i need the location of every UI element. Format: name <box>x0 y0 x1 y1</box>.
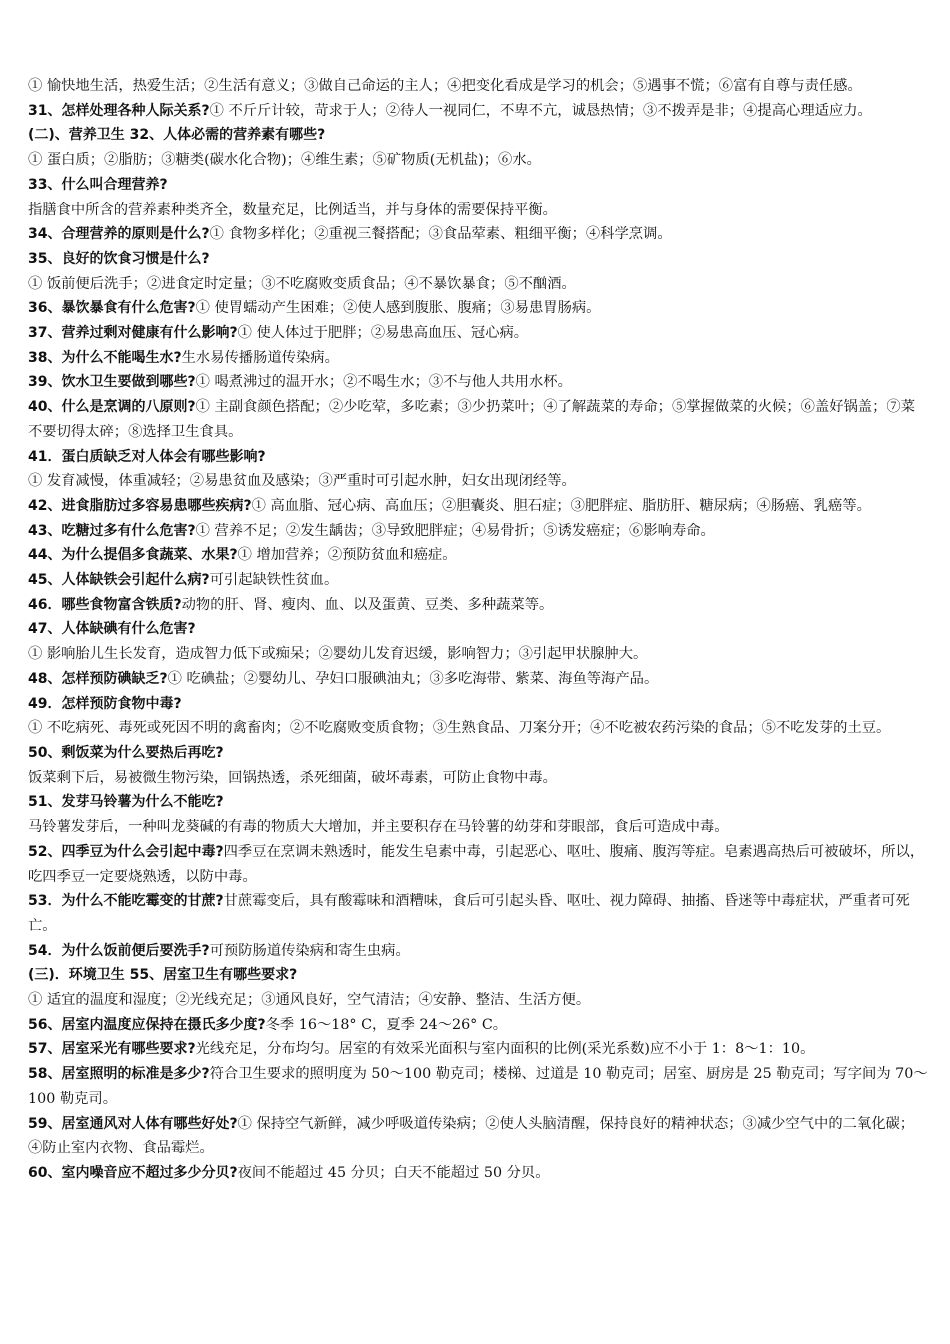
qa-item <box>28 272 928 297</box>
qa-item <box>28 469 928 494</box>
answer-text: 冬季 16～18° C，夏季 24～26° C。 <box>265 1016 508 1033</box>
qa-item <box>28 840 928 889</box>
qa-item <box>28 939 928 964</box>
question-text: 51、发芽马铃薯为什么不能吃? <box>28 794 224 811</box>
answer-text: ① 适宜的温度和湿度；②光线充足；③通风良好，空气清洁；④安静、整洁、生活方便。 <box>28 992 591 1009</box>
qa-item <box>28 617 928 642</box>
section-heading: (三)．环境卫生 55、居室卫生有哪些要求? <box>28 967 298 984</box>
question-text: 56、居室内温度应保持在摄氏多少度? <box>28 1016 266 1033</box>
question-text: 54．为什么饭前便后要洗手? <box>28 942 210 959</box>
answer-text: ① 使胃蠕动产生困难；②使人感到腹胀、腹痛；③易患胃肠病。 <box>195 300 601 317</box>
question-text: 48、怎样预防碘缺乏? <box>28 670 168 687</box>
qa-item <box>28 963 928 988</box>
qa-item <box>28 741 928 766</box>
qa-item <box>28 222 928 247</box>
question-text: 52、四季豆为什么会引起中毒? <box>28 843 224 860</box>
qa-item <box>28 247 928 272</box>
answer-text: ① 营养不足；②发生龋齿；③导致肥胖症；④易骨折；⑤诱发癌症；⑥影响寿命。 <box>195 522 715 539</box>
question-text: 33、什么叫合理营养? <box>28 176 168 193</box>
question-text: 35、良好的饮食习惯是什么? <box>28 250 210 267</box>
question-text: 41．蛋白质缺乏对人体会有哪些影响? <box>28 448 266 465</box>
answer-text: ① 高血脂、冠心病、高血压；②胆囊炎、胆石症；③肥胖症、脂肪肝、糖尿病；④肠癌、乳癌等。 <box>251 497 871 514</box>
qa-item <box>28 766 928 791</box>
answer-text: ① 发育减慢，体重减轻；②易患贫血及感染；③严重时可引起水肿，妇女出现闭经等。 <box>28 473 576 490</box>
answer-text: 动物的肝、肾、瘦肉、血、以及蛋黄、豆类、多种蔬菜等。 <box>181 596 554 613</box>
answer-text: ① 不吃病死、毒死或死因不明的禽畜肉；②不吃腐败变质食物；③生熟食品、刀案分开；④不吃被农药污染的食品；⑤不吃发芽的土豆。 <box>28 720 891 737</box>
document-body <box>28 74 928 1186</box>
qa-item <box>28 568 928 593</box>
answer-text: 指膳食中所含的营养素种类齐全，数量充足，比例适当，并与身体的需要保持平衡。 <box>28 201 557 218</box>
qa-item <box>28 692 928 717</box>
qa-item <box>28 370 928 395</box>
answer-text: ① 不斤斤计较，苛求于人；②待人一视同仁，不卑不亢，诚恳热情；③不拨弄是非；④提高心理适应力。 <box>209 102 872 119</box>
question-text: 39、饮水卫生要做到哪些? <box>28 374 196 391</box>
answer-text: ① 增加营养；②预防贫血和癌症。 <box>237 547 457 564</box>
answer-text: ① 愉快地生活，热爱生活；②生活有意义；③做自己命运的主人；④把变化看成是学习的机会；⑤遇事不慌；⑥富有自尊与责任感。 <box>28 78 862 94</box>
answer-text: 光线充足，分布均匀。居室的有效采光面积与室内面积的比例(采光系数)应不小于 1：8～1：10。 <box>195 1041 815 1058</box>
qa-item <box>28 988 928 1013</box>
qa-item <box>28 395 928 444</box>
question-text: 59、居室通风对人体有哪些好处? <box>28 1115 238 1132</box>
qa-item <box>28 1161 928 1186</box>
question-text: 57、居室采光有哪些要求? <box>28 1041 196 1058</box>
qa-item <box>28 346 928 371</box>
question-text: 60、室内噪音应不超过多少分贝? <box>28 1164 238 1181</box>
qa-item <box>28 667 928 692</box>
qa-item <box>28 1112 928 1161</box>
answer-text: 饭菜剩下后，易被微生物污染，回锅热透，杀死细菌，破坏毒素，可防止食物中毒。 <box>28 769 557 786</box>
answer-text: ① 吃碘盐；②婴幼儿、孕妇口服碘油丸；③多吃海带、紫菜、海鱼等海产品。 <box>167 670 659 687</box>
qa-item <box>28 74 928 99</box>
answer-text: ① 喝煮沸过的温开水；②不喝生水；③不与他人共用水杯。 <box>195 374 572 391</box>
qa-item <box>28 445 928 470</box>
qa-item <box>28 494 928 519</box>
question-text: 37、营养过剩对健康有什么影响? <box>28 325 238 342</box>
answer-text: 马铃薯发芽后，一种叫龙葵碱的有毒的物质大大增加，并主要积存在马铃薯的幼芽和芽眼部，食后可造成中毒。 <box>28 819 729 836</box>
answer-text: 可引起缺铁性贫血。 <box>209 572 339 589</box>
question-text: 47、人体缺碘有什么危害? <box>28 621 196 638</box>
question-text: 40、什么是烹调的八原则? <box>28 399 196 416</box>
question-text: 50、剩饭菜为什么要热后再吃? <box>28 744 224 761</box>
qa-item <box>28 593 928 618</box>
qa-item <box>28 790 928 815</box>
question-text: 42、进食脂肪过多容易患哪些疾病? <box>28 497 252 514</box>
qa-item <box>28 1013 928 1038</box>
question-text: 53．为什么不能吃霉变的甘蔗? <box>28 893 224 910</box>
qa-item <box>28 543 928 568</box>
answer-text: ① 主副食颜色搭配；②少吃荤，多吃素；③少扔菜叶；④了解蔬菜的寿命；⑤掌握做菜的火候；⑥盖好锅盖；⑦菜不要切得太碎；⑧选择卫生食具。 <box>28 399 915 440</box>
answer-text: ① 蛋白质；②脂肪；③糖类(碳水化合物)；④维生素；⑤矿物质(无机盐)；⑥水。 <box>28 152 541 169</box>
question-text: 38、为什么不能喝生水? <box>28 349 182 366</box>
qa-item <box>28 321 928 346</box>
qa-item <box>28 198 928 223</box>
answer-text: 符合卫生要求的照明度为 50～100 勒克司；楼梯、过道是 10 勒克司；居室、厨房是 25 勒克司；写字间为 70～100 勒克司。 <box>28 1066 928 1107</box>
answer-text: 生水易传播肠道传染病。 <box>181 349 339 366</box>
qa-item <box>28 148 928 173</box>
qa-item <box>28 642 928 667</box>
qa-item <box>28 815 928 840</box>
question-text: 43、吃糖过多有什么危害? <box>28 522 196 539</box>
answer-text: ① 食物多样化；②重视三餐搭配；③食品荤素、粗细平衡；④科学烹调。 <box>209 226 672 243</box>
answer-text: ① 使人体过于肥胖；②易患高血压、冠心病。 <box>237 325 529 342</box>
question-text: 45、人体缺铁会引起什么病? <box>28 572 210 589</box>
qa-item <box>28 716 928 741</box>
question-text: 49．怎样预防食物中毒? <box>28 695 182 712</box>
qa-item <box>28 889 928 938</box>
qa-item <box>28 1062 928 1111</box>
question-text: 36、暴饮暴食有什么危害? <box>28 300 196 317</box>
question-text: 31、怎样处理各种人际关系? <box>28 102 210 119</box>
section-heading: (二)、营养卫生 32、人体必需的营养素有哪些? <box>28 127 326 144</box>
question-text: 34、合理营养的原则是什么? <box>28 226 210 243</box>
answer-text: ① 保持空气新鲜，减少呼吸道传染病；②使人头脑清醒，保持良好的精神状态；③减少空气中的二氧化碳；④防止室内衣物、食品霉烂。 <box>28 1115 915 1157</box>
question-text: 46．哪些食物富含铁质? <box>28 596 182 613</box>
answer-text: 夜间不能超过 45 分贝；白天不能超过 50 分贝。 <box>237 1164 550 1181</box>
qa-item <box>28 519 928 544</box>
answer-text: ① 影响胎儿生长发育，造成智力低下或痴呆；②婴幼儿发育迟缓，影响智力；③引起甲状腺肿大。 <box>28 646 648 663</box>
question-text: 44、为什么提倡多食蔬菜、水果? <box>28 547 238 564</box>
answer-text: ① 饭前便后洗手；②进食定时定量；③不吃腐败变质食品；④不暴饮暴食；⑤不酗酒。 <box>28 275 576 292</box>
qa-item <box>28 123 928 148</box>
answer-text: 四季豆在烹调未熟透时，能发生皂素中毒，引起恶心、呕吐、腹痛、腹泻等症。皂素遇高热后可被破坏，所以，吃四季豆一定要烧熟透，以防中毒。 <box>28 843 925 885</box>
qa-item <box>28 1037 928 1062</box>
answer-text: 可预防肠道传染病和寄生虫病。 <box>209 942 410 959</box>
qa-item <box>28 99 928 124</box>
qa-item <box>28 173 928 198</box>
answer-text: 甘蔗霉变后，具有酸霉味和酒糟味，食后可引起头昏、呕吐、视力障碍、抽搐、昏迷等中毒症状，严重者可死亡。 <box>28 893 910 934</box>
question-text: 58、居室照明的标准是多少? <box>28 1066 210 1083</box>
qa-item <box>28 296 928 321</box>
